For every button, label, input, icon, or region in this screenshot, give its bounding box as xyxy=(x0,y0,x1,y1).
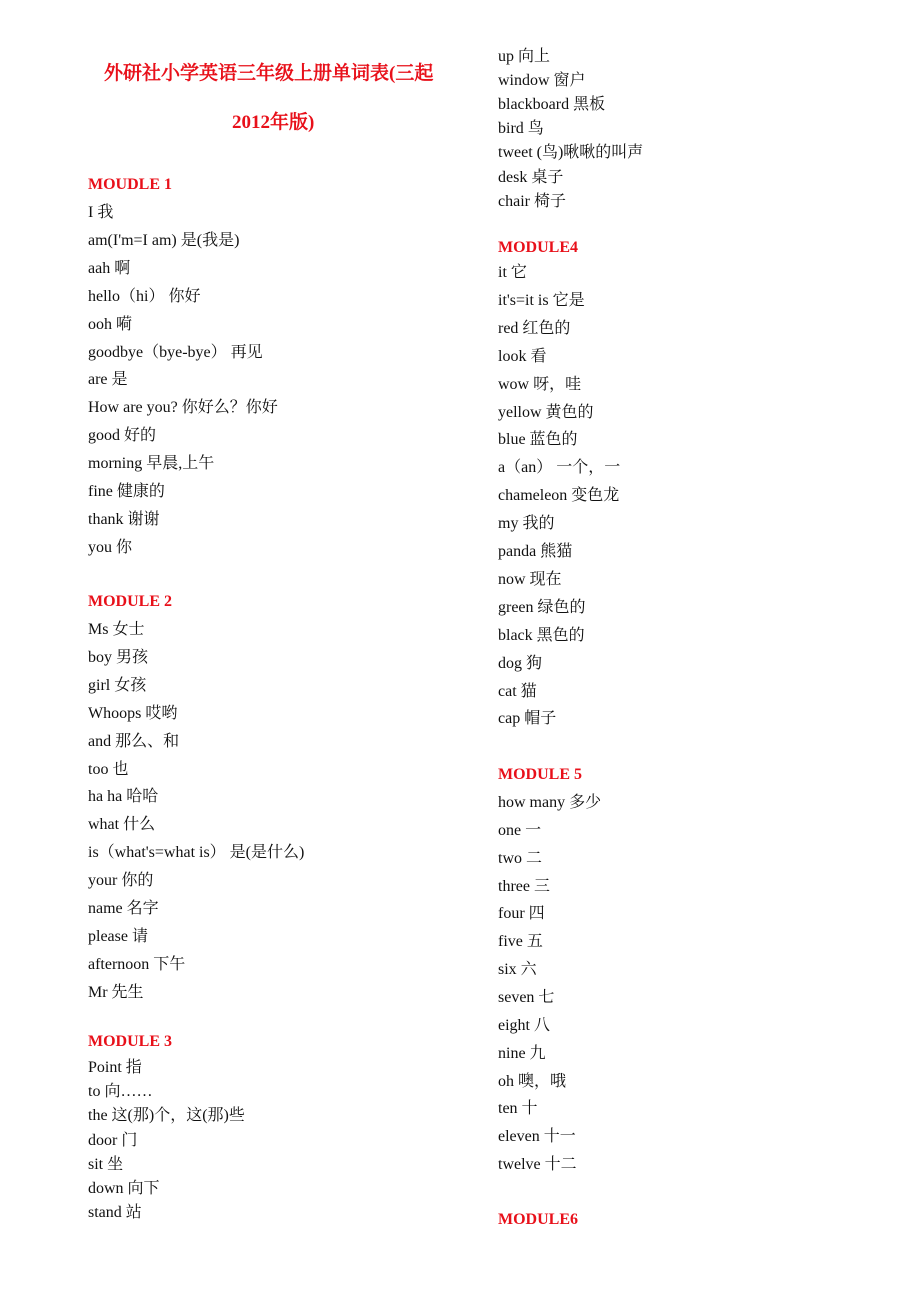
module-4-vocab-entry: blue 蓝色的 xyxy=(498,431,578,449)
module-2-vocab-entry: Ms 女士 xyxy=(88,621,145,638)
module-4-vocab-entry: black 黑色的 xyxy=(498,626,585,644)
module-2-vocab-entry: please 请 xyxy=(88,927,148,945)
module-4-vocab-entry: dog 狗 xyxy=(498,654,543,672)
module-1-vocab-entry: goodbye（bye-bye） 再见 xyxy=(88,343,263,361)
module-1-vocab-entry: good 好的 xyxy=(88,427,157,445)
module-4-vocab-entry: it 它 xyxy=(498,264,527,281)
module-1-vocab-entry: aah 啊 xyxy=(88,259,131,277)
module-3-continued-vocab-entry: desk 桌子 xyxy=(498,168,564,186)
module-5-vocab-entry: ten 十 xyxy=(498,1100,538,1118)
module-3-vocab-entry: the 这(那)个，这(那)些 xyxy=(88,1107,245,1125)
module-1-vocab-entry: am(I'm=I am) 是(我是) xyxy=(88,231,240,249)
module-2-vocab-entry: is（what's=what is） 是(是什么) xyxy=(88,844,305,862)
module-5-vocab-entry: two 二 xyxy=(498,849,543,867)
document-title-line1: 外研社小学英语三年级上册单词表(三起 xyxy=(104,63,434,84)
module-3-continued-vocab-entry: blackboard 黑板 xyxy=(498,96,606,114)
module-2-heading: MODULE 2 xyxy=(88,593,172,610)
module-2-vocab-entry: girl 女孩 xyxy=(88,676,147,694)
module-5-vocab-entry: nine 九 xyxy=(498,1044,546,1062)
module-3-vocab-entry: to 向…… xyxy=(88,1083,153,1101)
module-5-heading: MODULE 5 xyxy=(498,766,582,783)
module-3-continued-vocab-entry: bird 鸟 xyxy=(498,120,544,138)
module-4-vocab-entry: look 看 xyxy=(498,347,547,365)
module-2-vocab-entry: too 也 xyxy=(88,760,129,778)
module-3-vocab-entry: Point 指 xyxy=(88,1059,142,1076)
module-3-continued-vocab-entry: tweet (鸟)啾啾的叫声 xyxy=(498,144,644,162)
module-4-vocab-entry: chameleon 变色龙 xyxy=(498,487,620,505)
module-2-vocab-entry: name 名字 xyxy=(88,900,159,917)
module-4-vocab-entry: green 绿色的 xyxy=(498,598,586,616)
module-4-heading: MODULE4 xyxy=(498,239,578,256)
module-1-vocab-entry: morning 早晨,上午 xyxy=(88,455,215,473)
module-4-vocab-entry: yellow 黄色的 xyxy=(498,403,594,421)
module-4-vocab-entry: cat 猫 xyxy=(498,682,537,700)
module-3-vocab-entry: stand 站 xyxy=(88,1204,142,1222)
module-4-vocab-entry: it's=it is 它是 xyxy=(498,291,585,309)
module-1-heading: MOUDLE 1 xyxy=(88,176,172,193)
module-3-vocab-entry: down 向下 xyxy=(88,1180,160,1197)
module-1-vocab-entry: are 是 xyxy=(88,371,128,389)
module-1-vocab-entry: How are you? 你好么？你好 xyxy=(88,399,278,417)
module-3-continued-vocab-entry: chair 椅子 xyxy=(498,192,566,210)
module-2-vocab-entry: boy 男孩 xyxy=(88,648,149,666)
module-3-vocab-entry: sit 坐 xyxy=(88,1155,124,1173)
module-1-vocab-entry: fine 健康的 xyxy=(88,483,165,500)
document-title-line2: 2012年版) xyxy=(232,112,315,133)
module-4-vocab-entry: red 红色的 xyxy=(498,319,571,337)
module-4-vocab-entry: cap 帽子 xyxy=(498,710,557,728)
module-5-vocab-entry: three 三 xyxy=(498,877,550,895)
module-4-vocab-entry: now 现在 xyxy=(498,570,562,588)
module-5-vocab-entry: one 一 xyxy=(498,821,542,839)
module-5-vocab-entry: eleven 十一 xyxy=(498,1128,576,1146)
module-5-vocab-entry: six 六 xyxy=(498,961,537,979)
module-5-vocab-entry: oh 噢，哦 xyxy=(498,1072,567,1090)
module-5-vocab-entry: seven 七 xyxy=(498,988,555,1006)
module-4-vocab-entry: wow 呀，哇 xyxy=(498,375,582,393)
module-4-vocab-entry: a（an） 一个，一 xyxy=(498,459,621,477)
module-5-vocab-entry: five 五 xyxy=(498,933,543,951)
module-2-vocab-entry: Mr 先生 xyxy=(88,983,144,1001)
module-2-vocab-entry: what 什么 xyxy=(88,816,156,834)
module-2-vocab-entry: Whoops 哎哟 xyxy=(88,704,178,722)
module-2-vocab-entry: afternoon 下午 xyxy=(88,955,186,973)
module-3-heading: MODULE 3 xyxy=(88,1033,172,1050)
module-3-continued-vocab-entry: window 窗户 xyxy=(498,72,586,90)
module-2-vocab-entry: ha ha 哈哈 xyxy=(88,788,159,806)
module-5-vocab-entry: twelve 十二 xyxy=(498,1156,577,1174)
module-1-vocab-entry: hello（hi） 你好 xyxy=(88,287,201,305)
module-2-vocab-entry: and 那么、和 xyxy=(88,732,180,750)
module-3-continued-vocab-entry: up 向上 xyxy=(498,48,551,65)
module-6-heading: MODULE6 xyxy=(498,1211,578,1228)
module-4-vocab-entry: panda 熊猫 xyxy=(498,543,573,560)
module-2-vocab-entry: your 你的 xyxy=(88,872,154,890)
module-5-vocab-entry: eight 八 xyxy=(498,1016,550,1034)
module-4-vocab-entry: my 我的 xyxy=(498,515,555,533)
module-1-vocab-entry: ooh 嗬 xyxy=(88,315,133,333)
module-3-vocab-entry: door 门 xyxy=(88,1131,138,1149)
module-5-vocab-entry: four 四 xyxy=(498,905,545,923)
module-5-vocab-entry: how many 多少 xyxy=(498,794,602,811)
module-1-vocab-entry: thank 谢谢 xyxy=(88,510,160,528)
module-1-vocab-entry: you 你 xyxy=(88,538,133,556)
module-1-vocab-entry: I 我 xyxy=(88,204,114,221)
